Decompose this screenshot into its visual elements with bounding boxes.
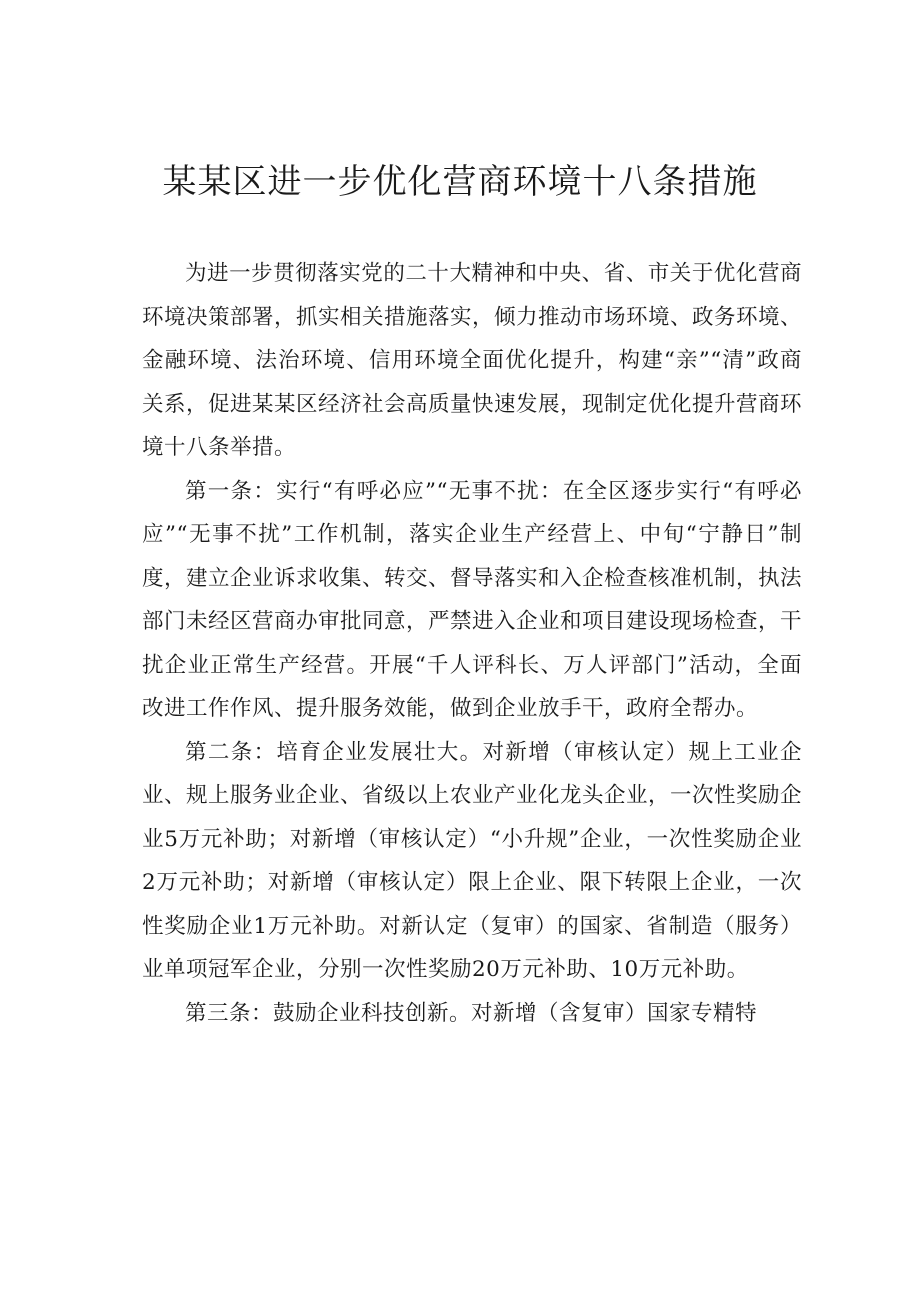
paragraph-article-1: 第一条：实行“有呼必应”“无事不扰：在全区逐步实行“有呼必应”“无事不扰”工作机制，落实企业生产经营上、中旬“宁静日”制度，建立企业诉求收集、转交、督导落实和入企检查核准机制，执法部门未经区营商办审批同意，严禁进入企业和项目建设现场检查，干扰企业正常生产经营。开展“千人评科长、万人评部门”活动，全面改进工作作风、提升服务效能，做到企业放手干，政府全帮办。 (142, 478, 803, 721)
paragraph-article-3: 第三条：鼓励企业科技创新。对新增（含复审）国家专精特 (185, 1000, 758, 1026)
paragraph-intro: 为进一步贯彻落实党的二十大精神和中央、省、市关于优化营商环境决策部署，抓实相关措施落实，倾力推动市场环境、政务环境、金融环境、法治环境、信用环境全面优化提升，构建“亲”“清”政商关系，促进某某区经济社会高质量快速发展，现制定优化提升营商环境十八条举措。 (142, 261, 803, 460)
paragraph-article-2: 第二条：培育企业发展壮大。对新增（审核认定）规上工业企业、规上服务业企业、省级以上农业产业化龙头企业，一次性奖励企业5万元补助；对新增（审核认定）“小升规”企业，一次性奖励企业2万元补助；对新增（审核认定）限上企业、限下转限上企业，一次性奖励企业1万元补助。对新认定（复审）的国家、省制造（服务）业单项冠军企业，分别一次性奖励20万元补助、10万元补助。 (142, 739, 803, 982)
document-title: 某某区进一步优化营商环境十八条措施 (162, 162, 758, 202)
document-body (142, 252, 802, 1035)
